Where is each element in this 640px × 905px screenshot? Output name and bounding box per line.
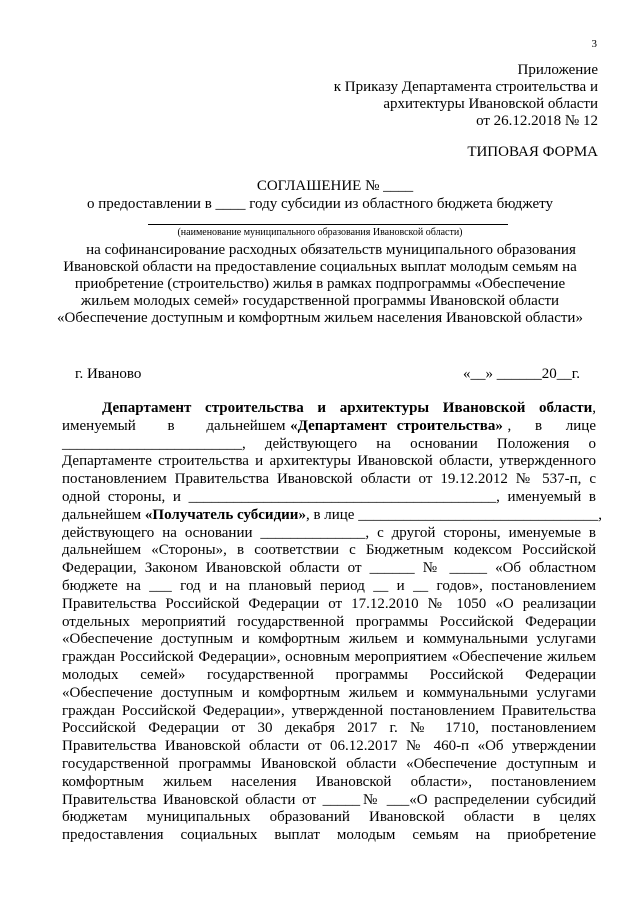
body-line: дальнейшем «Стороны», в соответствии с Бюджетным кодексом Российской [62,542,596,559]
body-line: комфортным жильем населения Ивановской области», постановлением [62,773,596,790]
body-text: , в лице ________________________________, [305,506,602,523]
body-line: Правительства Ивановской области от 06.12.2017 № 460-п «Об утверждении [62,738,596,755]
municipality-caption: (наименование муниципального образования Ивановской области) [177,227,463,238]
city: г. Иваново [75,366,142,382]
body-line: одной стороны, и _________________________________________, именуемый в [62,488,596,505]
page-number: 3 [591,38,597,50]
department-name: Департамент строительства и архитектуры Ивановской области [102,400,593,416]
body-line: «Обеспечение доступным и комфортным жильем и коммунальными услугами [62,631,596,648]
form-type: ТИПОВАЯ ФОРМА [467,144,598,160]
header-line: Приложение [517,62,598,78]
purpose-line: приобретение (строительство) жилья в рамках подпрограммы «Обеспечение [74,276,566,292]
body-line [62,400,596,418]
recipient-alias: «Получатель субсидии» [144,506,306,523]
municipality-blank-line [148,224,508,225]
department-alias: «Департамент строительства» [290,417,503,434]
body-line: Федерации, Законом Ивановской области от ______ № _____ «Об областном [62,560,596,577]
body-line: Российской Федерации от 30 декабря 2017 г. № 1710, постановлением [62,720,596,737]
body-line: отдельных мероприятий государственной программы Российской Федерации [62,613,596,630]
body-line: «Обеспечение доступным и комфортным жильем и коммунальными услугами [62,684,596,701]
agreement-date: «__» ______20__г. [463,366,580,382]
agreement-subtitle: о предоставлении в ____ году субсидии из областного бюджета бюджету [87,196,553,212]
header-line: от 26.12.2018 № 12 [476,113,598,129]
body-line: бюджете на ___ год и на плановый период __ и __ годов», постановлением [62,577,596,594]
body-line: граждан Российской Федерации», утвержденной постановлением Правительства [62,702,596,719]
body-line: ________________________, действующего на основании Положения о [62,435,596,452]
purpose-line: Ивановской области на предоставление социальных выплат молодым семьям на [63,259,577,275]
body-line [62,506,602,525]
body-text: , в лице [507,417,596,434]
body-line: постановлением Правительства Ивановской области от 19.12.2012 № 537-п, с [62,471,596,488]
body-line: граждан Российской Федерации», основным мероприятием «Обеспечение жильем [62,649,596,666]
purpose-text [0,242,640,327]
body-line: бюджетам муниципальных образований Ивановской области в целях [62,809,596,826]
appendix-header [334,62,598,130]
body-line: молодых семей» государственной программы Российской Федерации [62,666,596,683]
agreement-title: СОГЛАШЕНИЕ № ____ [256,178,414,194]
body-line: государственной программы Ивановской области «Обеспечение доступным и [62,755,596,772]
purpose-line: на софинансирование расходных обязательств муниципального образования [86,242,576,258]
body-text: , [592,400,596,416]
body-line [62,418,596,436]
body-line: Правительства Российской Федерации от 17.12.2010 № 1050 «О реализации [62,595,596,612]
agreement-body [62,400,602,845]
body-text: дальнейшем [62,506,145,523]
body-line: предоставления социальных выплат молодым семьям на приобретение [62,827,596,844]
body-text: именуемый в дальнейшем [62,417,286,434]
purpose-line: «Обеспечение доступным и комфортным жильем населения Ивановской области» [57,310,583,326]
body-line: Департаменте строительства и архитектуры Ивановской области, утвержденного [62,453,596,470]
body-line: Правительства Ивановской области от _____№ ___«О распределении субсидий [62,791,596,808]
body-line: действующего на основании ______________, с другой стороны, именуемые в [62,524,596,541]
header-line: к Приказу Департамента строительства и [333,79,598,95]
purpose-line: жильем молодых семей» государственной программы Ивановской области [80,293,560,309]
header-line: архитектуры Ивановской области [383,96,598,112]
